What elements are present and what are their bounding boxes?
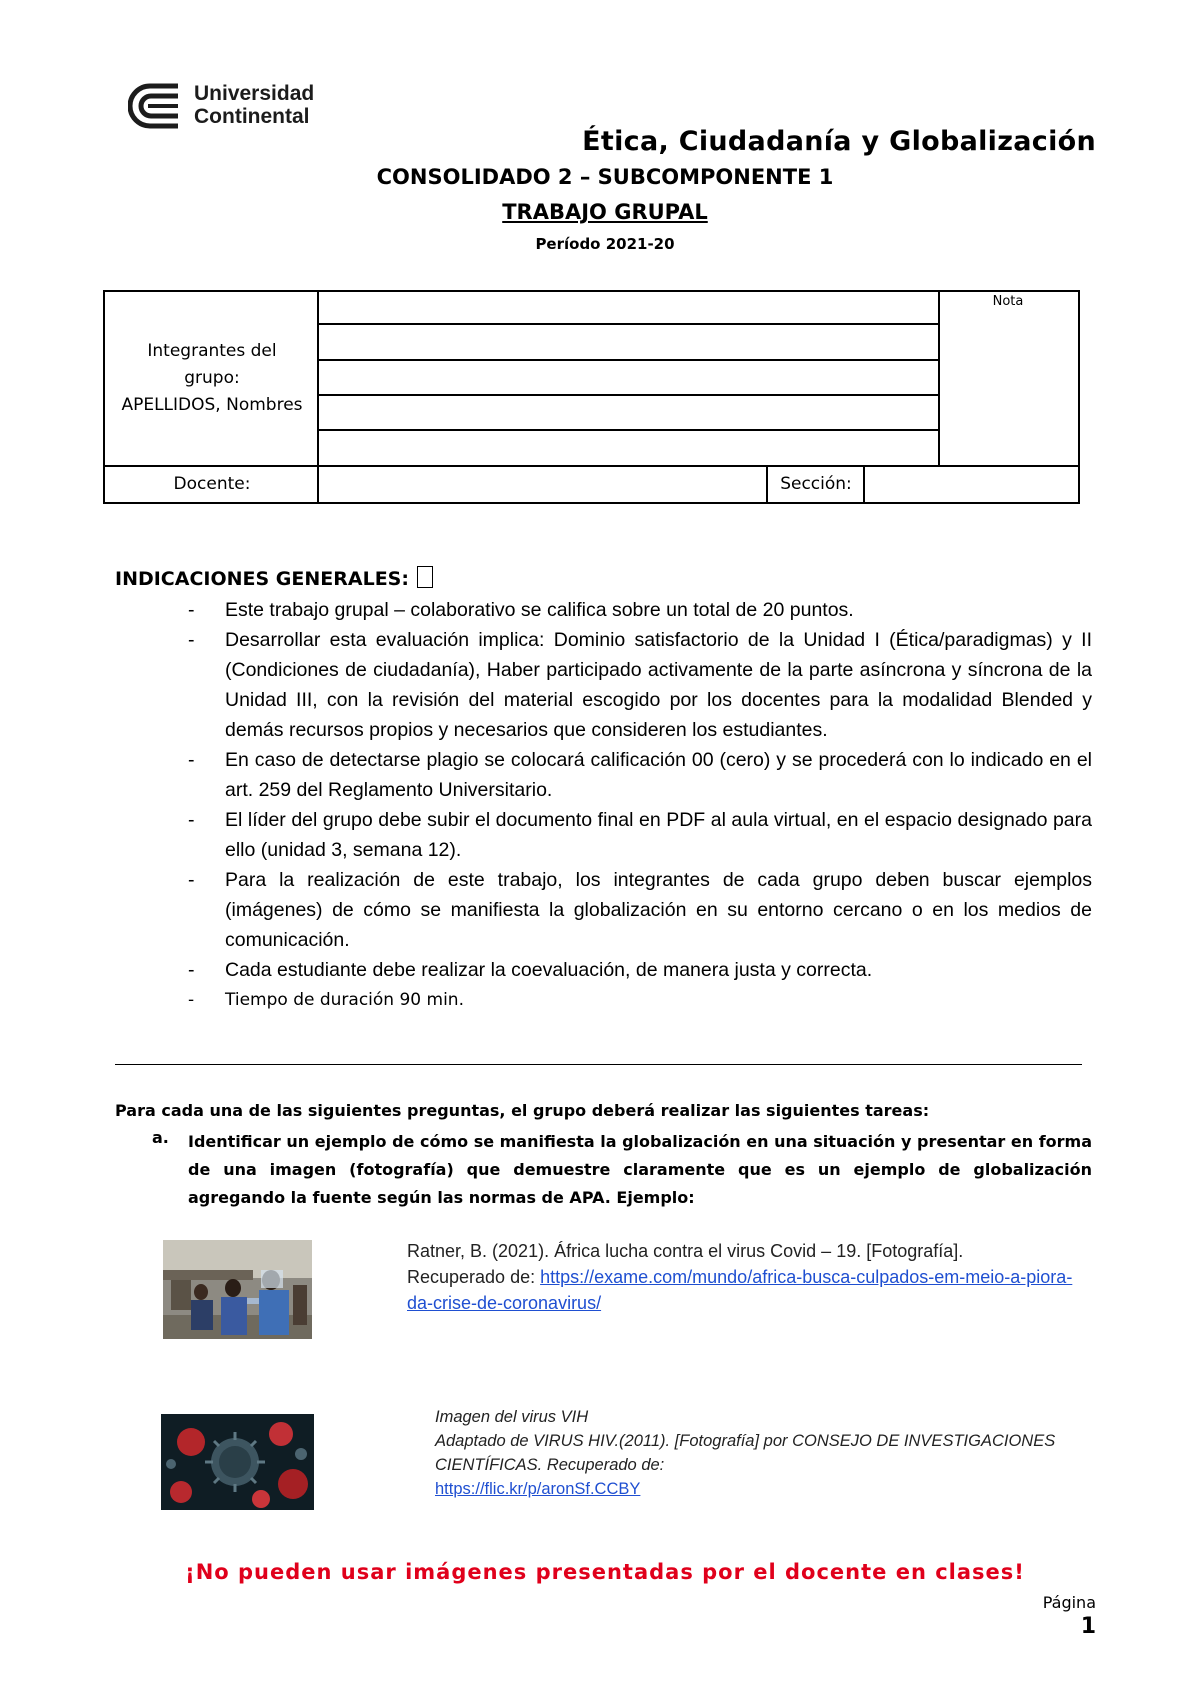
task-a-marker: a. [152, 1128, 169, 1147]
indicaciones-list [188, 595, 1092, 1015]
course-title: Ética, Ciudadanía y Globalización [582, 126, 1096, 157]
list-item: - El líder del grupo debe subir el documento final en PDF al aula virtual, en el espacio designado para ello (unidad 3, semana 12). [188, 805, 1092, 865]
list-item: - En caso de detectarse plagio se colocará calificación 00 (cero) y se procederá con lo indicado en el art. 259 del Reglamento Universitario. [188, 745, 1092, 805]
logo-line-1: Universidad [194, 82, 315, 105]
seccion-field[interactable] [868, 469, 1076, 501]
member-name-field[interactable] [320, 397, 936, 427]
page-number: 1 [1080, 1614, 1096, 1639]
list-item: - Cada estudiante debe realizar la coevaluación, de manera justa y correcta. [188, 955, 1092, 985]
integrantes-label-line: grupo: [184, 368, 240, 388]
missing-glyph-icon [417, 566, 433, 588]
reference-1-source [407, 1264, 1097, 1316]
member-name-field[interactable] [320, 362, 936, 392]
member-name-field[interactable] [320, 327, 936, 357]
table-divider [938, 290, 940, 466]
integrantes-label-line: APELLIDOS, Nombres [121, 395, 303, 415]
member-name-field[interactable] [320, 293, 936, 323]
tasks-intro: Para cada una de las siguientes preguntas, el grupo deberá realizar las siguientes tareas: [115, 1101, 930, 1120]
integrantes-label-line: Integrantes del [147, 341, 277, 361]
nota-field[interactable] [942, 312, 1076, 462]
indicaciones-heading [115, 566, 433, 590]
page-label: Página [1042, 1593, 1096, 1612]
list-item: - Para la realización de este trabajo, los integrantes de cada grupo deben buscar ejemplos (imágenes) de cómo se manifiesta la globalización en su entorno cercano o en los medios de comunicación. [188, 865, 1092, 955]
list-item: - Este trabajo grupal – colaborativo se califica sobre un total de 20 puntos. [188, 595, 1092, 625]
trabajo-heading: TRABAJO GRUPAL [502, 200, 708, 224]
section-divider [115, 1064, 1082, 1065]
example-photo-covid [163, 1240, 312, 1339]
logo-line-2: Continental [194, 105, 310, 128]
reference-1-recovered: Recuperado de: [407, 1267, 541, 1287]
indicaciones-title: INDICACIONES GENERALES: [115, 568, 409, 590]
university-logo [128, 80, 333, 132]
table-divider [317, 359, 938, 361]
list-item: - Tiempo de duración 90 min. [188, 985, 1092, 1015]
list-item: - Desarrollar esta evaluación implica: Dominio satisfactorio de la Unidad I (Ética/paradigmas) y II (Condiciones de ciudadanía), Haber participado activamente de la parte asíncrona y síncrona de la Unidad III, con la revisión del material escogido por los docentes para la modalidad Blended y demás recursos propios y necesarios que consideren los estudiantes. [188, 625, 1092, 745]
reference-2-link[interactable]: https://flic.kr/p/aronSf.CCBY [435, 1480, 641, 1498]
docente-field[interactable] [322, 469, 762, 501]
table-divider [317, 429, 938, 431]
university-logo-icon [128, 80, 184, 132]
logo-text [194, 82, 314, 128]
task-a-text: Identificar un ejemplo de cómo se manifiesta la globalización en una situación y presentar en forma de una imagen (fotografía) que demuestre claramente que es un ejemplo de globalización agregando la fuente según las normas de APA. Ejemplo: [188, 1132, 1092, 1207]
nota-label: Nota [992, 294, 1024, 309]
warning-text: ¡No pueden usar imágenes presentadas por el docente en clases! [185, 1560, 1025, 1584]
member-name-field[interactable] [320, 432, 936, 462]
docente-label: Docente: [173, 474, 251, 494]
reference-1-citation: Ratner, B. (2021). África lucha contra el virus Covid – 19. [Fotografía]. [407, 1241, 964, 1261]
integrantes-label [106, 338, 318, 419]
reference-1-link[interactable]: https://exame.com/mundo/africa-busca-culpados-em-meio-a-piora-da-crise-de-coronavirus/ [407, 1267, 1073, 1313]
consolidado-heading: CONSOLIDADO 2 – SUBCOMPONENTE 1 [376, 165, 834, 189]
table-divider [317, 323, 938, 325]
reference-1 [407, 1238, 1097, 1316]
example-photo-virus [161, 1414, 314, 1510]
covid-photo-icon [163, 1240, 312, 1339]
reference-2 [435, 1405, 1075, 1501]
table-divider [103, 465, 1080, 467]
reference-2-title: Imagen del virus VIH [435, 1408, 589, 1426]
seccion-label: Sección: [780, 474, 852, 494]
table-divider [317, 394, 938, 396]
reference-2-citation: Adaptado de VIRUS HIV.(2011). [Fotografía] por CONSEJO DE INVESTIGACIONES CIENTÍFICAS. Recuperado de: [435, 1432, 1056, 1474]
periodo-label: Período 2021-20 [535, 235, 675, 253]
virus-image-icon [161, 1414, 314, 1510]
